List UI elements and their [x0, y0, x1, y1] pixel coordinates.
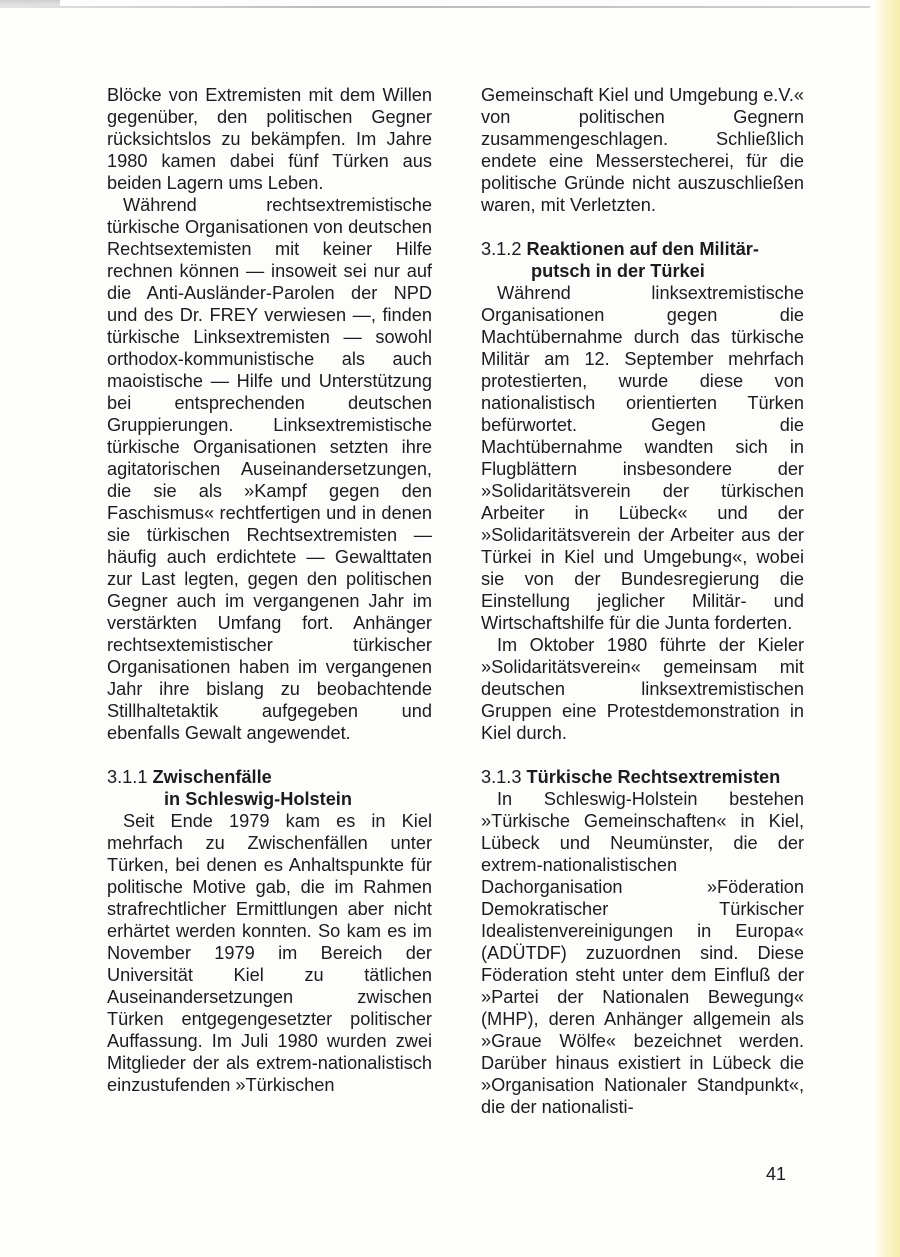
section-3-1-1 [107, 766, 432, 1096]
paragraph-intro-2: Während rechtsextremistische türkische Organisationen von deutschen Rechtsextemisten mit keiner Hilfe rechnen können — insoweit sei nur auf die Anti-Ausländer-Parolen der NPD und des Dr. FREY verwiesen —, finden türkische Linksextremisten — sowohl orthodox-kommunistische als auch maoistische — Hilfe und Unterstützung bei entsprechenden deutschen Gruppierungen. Linksextremistische türkische Organisationen setzten ihre agitatorischen Auseinandersetzungen, die sie als »Kampf gegen den Faschismus« rechtfertigen und in denen sie türkischen Rechtsextremisten — häufig auch erdichtete — Gewalttaten zur Last legten, gegen den politischen Gegner auch im vergangenen Jahr im verstärkten Umfang fort. Anhänger rechtsextemistischer türkischer Organisationen haben im vergangenen Jahr ihre bislang zu beobachtende Stillhaltetaktik aufgegeben und ebenfalls Gewalt angewendet. [107, 195, 432, 743]
section-paragraph-1: Während linksextremistische Organisationen gegen die Machtübernahme durch das türkische Militär am 12. September mehrfach protestierten, wurde diese von nationalistisch orientierten Türken befürwortet. Gegen die Machtübernahme wandten sich in Flugblättern insbesondere der »Solidaritätsverein der türkischen Arbeiter in Lübeck« und der »Solidaritätsverein der Arbeiter aus der Türkei in Kiel und Umgebung«, wobei sie von der Bundesregierung die Einstellung jeglicher Militär- und Wirtschaftshilfe für die Junta forderten. [481, 283, 804, 633]
section-number: 3.1.2 [481, 239, 522, 259]
section-text: Seit Ende 1979 kam es in Kiel mehrfach zu Zwischenfällen unter Türken, bei denen es Anhaltspunkte für politische Motive gab, die im Rahmen strafrechtlicher Ermittlungen aber nicht erhärtet werden konnten. So kam es im November 1979 im Bereich der Universität Kiel zu tätlichen Auseinandersetzungen zwischen Türken entgegengesetzter politischer Auffassung. Im Juli 1980 wurden zwei Mitglieder der als extrem-nationalistisch einzustufenden »Türkischen [107, 811, 432, 1095]
page-number: 41 [766, 1164, 787, 1184]
section-3-1-2 [481, 238, 804, 744]
section-3-1-3 [481, 766, 804, 1118]
paragraph-continuation: Gemeinschaft Kiel und Umgebung e.V.« von politischen Gegnern zusammengeschlagen. Schließlich endete eine Messerstecherei, für die politische Gründe nicht auszuschließen waren, mit Verletzten. [481, 85, 804, 215]
section-heading [107, 766, 432, 810]
section-title-line1: Reaktionen auf den Militär- [526, 239, 759, 259]
section-heading [481, 766, 804, 788]
section-number: 3.1.1 [107, 767, 148, 787]
section-title-line2: in Schleswig-Holstein [164, 789, 352, 809]
section-number: 3.1.3 [481, 767, 522, 787]
section-title-line1: Zwischenfälle [152, 767, 272, 787]
scan-right-edge [872, 0, 900, 1257]
scan-top-edge [0, 6, 870, 8]
section-text: In Schleswig-Holstein bestehen »Türkische Gemeinschaften« in Kiel, Lübeck und Neumünster, die der extrem-nationalistischen Dachorganisation »Föderation Demokratischer Türkischer Idealistenvereinigungen in Europa« (ADÜTDF) zuzuordnen sind. Diese Föderation steht unter dem Einfluß der »Partei der Nationalen Bewegung« (MHP), deren Anhänger allgemein als »Graue Wölfe« bezeichnet werden. Darüber hinaus existiert in Lübeck die »Organisation Nationaler Standpunkt«, die der nationalisti- [481, 789, 804, 1117]
section-title-line2: putsch in der Türkei [531, 261, 705, 281]
left-column [107, 84, 432, 1096]
section-title: Türkische Rechtsextremisten [526, 767, 781, 787]
section-paragraph-2: Im Oktober 1980 führte der Kieler »Solidaritätsverein« gemeinsam mit deutschen linksextremistischen Gruppen eine Protestdemonstration in Kiel durch. [481, 635, 804, 743]
section-heading [481, 238, 804, 282]
paragraph-intro-1: Blöcke von Extremisten mit dem Willen gegenüber, den politischen Gegner rücksichtslos zu bekämpfen. Im Jahre 1980 kamen dabei fünf Türken aus beiden Lagern ums Leben. [107, 85, 432, 193]
right-column [481, 84, 804, 1118]
